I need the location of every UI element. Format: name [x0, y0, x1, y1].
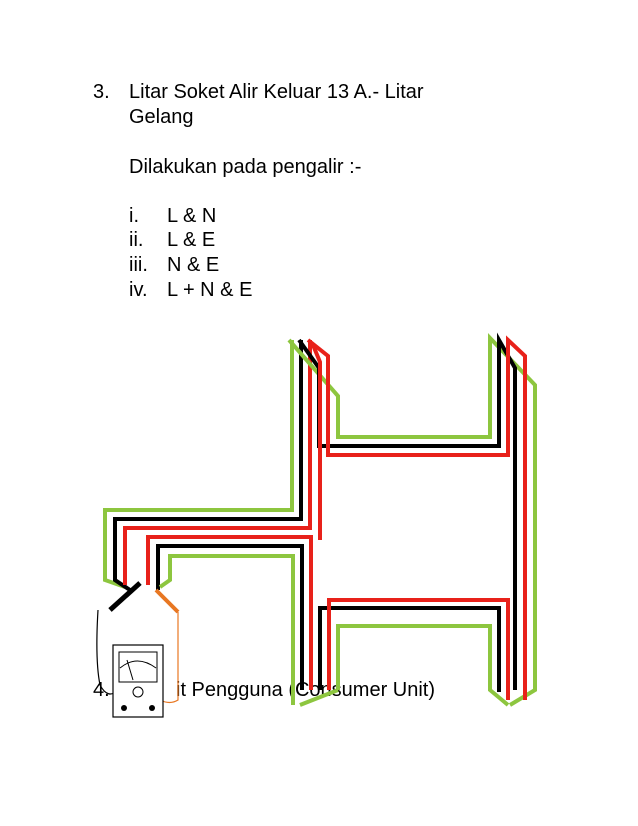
live-wire-rung-bottom	[329, 600, 508, 700]
section-3-intro: Dilakukan pada pengalir :-	[129, 156, 362, 178]
list-item-roman: ii.	[129, 229, 144, 251]
earth-wire-left-inner	[160, 556, 293, 705]
earth-wire-rung-bottom	[338, 626, 508, 705]
list-item-roman: i.	[129, 205, 139, 227]
list-item-text: L & E	[167, 229, 216, 251]
section-3-number: 3.	[93, 81, 110, 103]
earth-wire-rung-bottom-2	[300, 690, 338, 705]
meter-body	[113, 645, 163, 717]
neutral-wire-left-outer	[115, 340, 301, 590]
list-item-roman: iii.	[129, 254, 148, 276]
live-wire-left-outer	[125, 340, 310, 585]
neutral-wire-rung-bottom	[320, 608, 499, 692]
section-3-title-line-2: Gelang	[129, 106, 194, 128]
neutral-wire-top-left	[299, 340, 515, 690]
probe-orange	[156, 590, 178, 612]
section-4-title: it Pengguna (Consumer Unit)	[176, 679, 436, 701]
multimeter	[97, 583, 178, 717]
list-item-text: L + N & E	[167, 279, 253, 301]
list-item-text: N & E	[167, 254, 220, 276]
meter-terminal	[121, 705, 127, 711]
section-3-title-line-1: Litar Soket Alir Keluar 13 A.- Litar	[129, 81, 424, 103]
earth-wire-left-outer	[105, 340, 292, 587]
neutral-wire-left-inner	[158, 546, 302, 690]
meter-terminal	[149, 705, 155, 711]
list-item-roman: iv.	[129, 279, 148, 301]
live-wire-top-left	[308, 340, 525, 700]
list-item-text: L & N	[167, 205, 217, 227]
live-wire-left-inner	[148, 537, 311, 690]
section-4-number: 4.	[93, 679, 110, 701]
